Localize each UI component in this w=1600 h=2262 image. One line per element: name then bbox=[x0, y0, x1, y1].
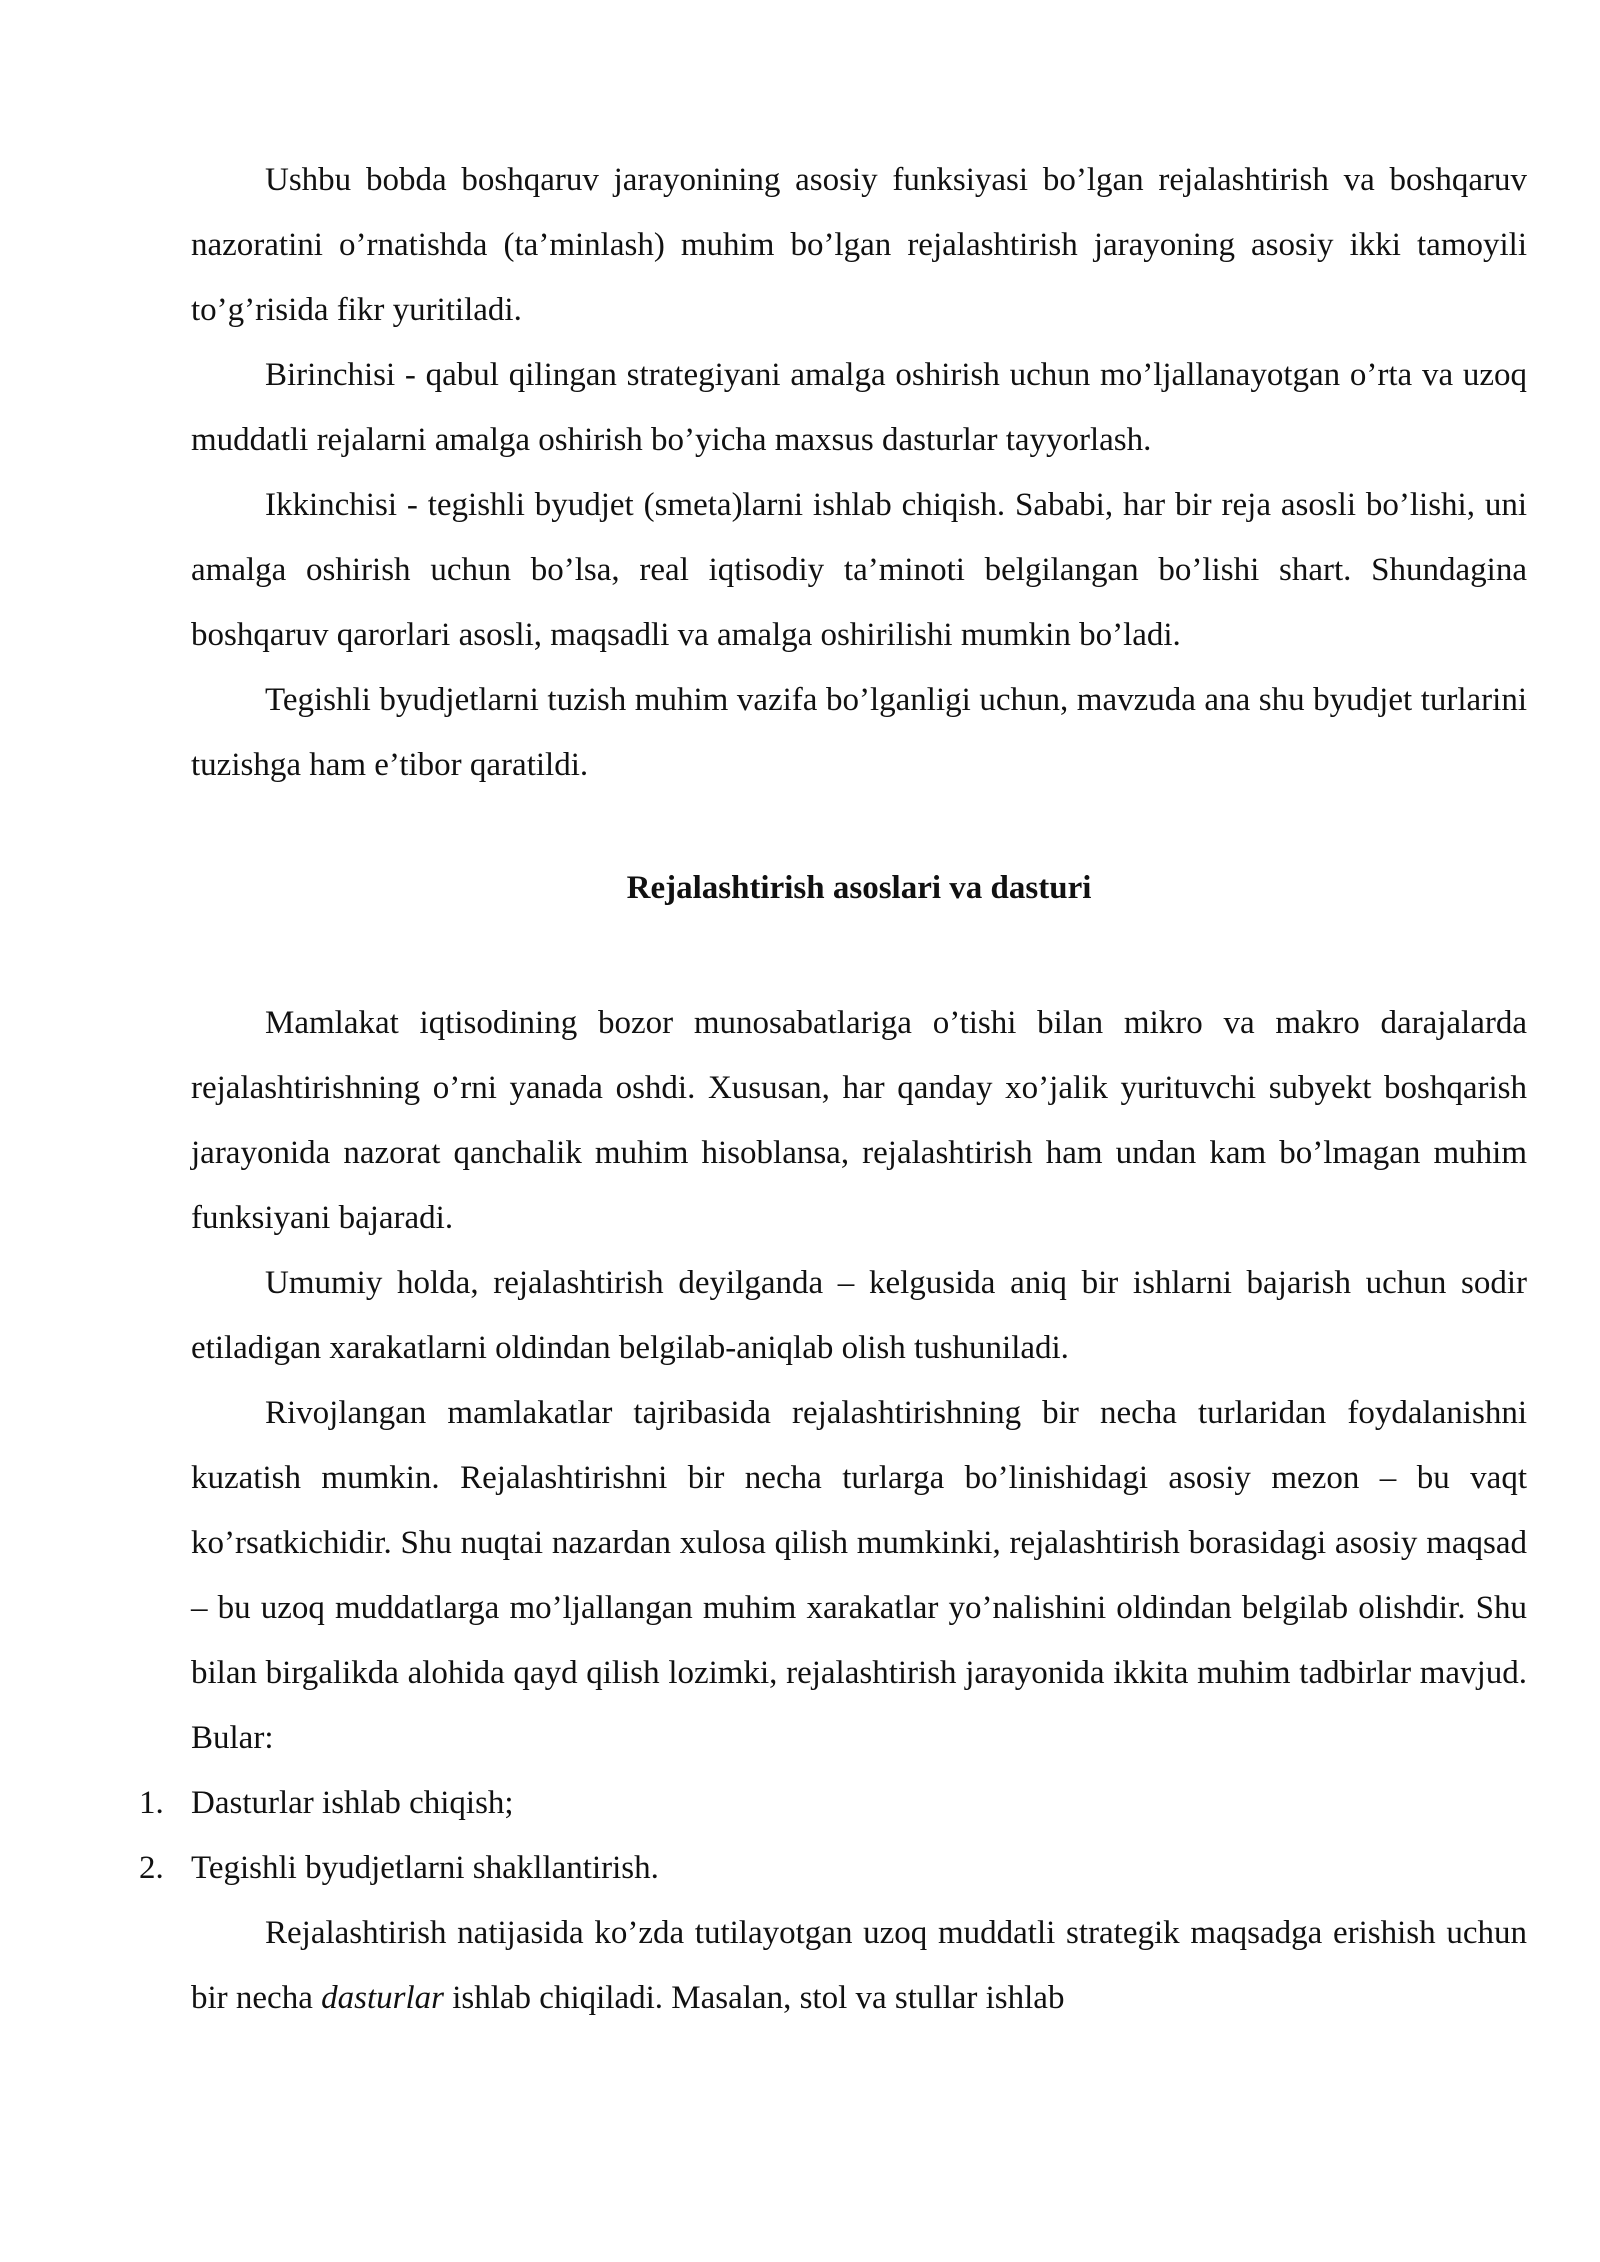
numbered-list bbox=[139, 1771, 1527, 1901]
section-paragraph-4 bbox=[191, 1901, 1527, 2031]
list-item-text: Dasturlar ishlab chiqish; bbox=[191, 1785, 514, 1821]
list-item bbox=[139, 1771, 1527, 1836]
intro-paragraph-3: Ikkinchisi - tegishli byudjet (smeta)larni ishlab chiqish. Sababi, har bir reja asosli bo’lishi, uni amalga oshirish uchun bo’lsa, real iqtisodiy ta’minoti belgilangan bo’lishi shart. Shundagina boshqaruv qarorlari asosli, maqsadli va amalga oshirilishi mumkin bo’ladi. bbox=[191, 487, 1527, 653]
section-paragraph-2: Umumiy holda, rejalashtirish deyilganda – kelgusida aniq bir ishlarni bajarish uchun sodir etiladigan xarakatlarni oldindan belgilab-aniqlab olish tushuniladi. bbox=[191, 1265, 1527, 1366]
section-heading: Rejalashtirish asoslari va dasturi bbox=[626, 870, 1092, 906]
intro-paragraph-1: Ushbu bobda boshqaruv jarayonining asosiy funksiyasi bo’lgan rejalashtirish va boshqaruv nazoratini o’rnatishda (ta’minlash) muhim bo’lgan rejalashtirish jarayoning asosiy ikki tamoyili to’g’risida fikr yuritiladi. bbox=[191, 162, 1527, 328]
spacer bbox=[191, 921, 1527, 991]
paragraph-text-part: ishlab chiqiladi. Masalan, stol va stullar ishlab bbox=[443, 1980, 1065, 2016]
section-paragraph-1: Mamlakat iqtisodining bozor munosabatlariga o’tishi bilan mikro va makro darajalarda rejalashtirishning o’rni yanada oshdi. Xususan, har qanday xo’jalik yurituvchi subyekt boshqarish jarayonida nazorat qanchalik muhim hisoblansa, rejalashtirish ham undan kam bo’lmagan muhim funksiyani bajaradi. bbox=[191, 1005, 1527, 1236]
list-item-text: Tegishli byudjetlarni shakllantirish. bbox=[191, 1850, 659, 1886]
list-item-number: 2. bbox=[139, 1850, 164, 1886]
section-paragraph-3: Rivojlangan mamlakatlar tajribasida rejalashtirishning bir necha turlaridan foydalanishni kuzatish mumkin. Rejalashtirishni bir necha turlarga bo’linishidagi asosiy mezon – bu vaqt ko’rsatkichidir. Shu nuqtai nazardan xulosa qilish mumkinki, rejalashtirish borasidagi asosiy maqsad – bu uzoq muddatlarga mo’ljallangan muhim xarakatlar yo’nalishini oldindan belgilab olishdir. Shu bilan birgalikda alohida qayd qilish lozimki, rejalashtirish jarayonida ikkita muhim tadbirlar mavjud. Bular: bbox=[191, 1395, 1527, 1756]
paragraph-text-part: Rejalashtirish natijasida ko’zda tutilayotgan uzoq muddatli strategik maqsadga erishish uchun bir necha bbox=[191, 1915, 1527, 2016]
intro-paragraph-2: Birinchisi - qabul qilingan strategiyani amalga oshirish uchun mo’ljallanayotgan o’rta va uzoq muddatli rejalarni amalga oshirish bo’yicha maxsus dasturlar tayyorlash. bbox=[191, 357, 1527, 458]
document-page bbox=[139, 148, 1527, 2031]
emphasized-term: dasturlar bbox=[321, 1980, 444, 2016]
list-item bbox=[139, 1836, 1527, 1901]
list-item-number: 1. bbox=[139, 1785, 164, 1821]
intro-paragraph-4: Tegishli byudjetlarni tuzish muhim vazifa bo’lganligi uchun, mavzuda ana shu byudjet turlarini tuzishga ham e’tibor qaratildi. bbox=[191, 682, 1527, 783]
spacer bbox=[191, 798, 1527, 856]
